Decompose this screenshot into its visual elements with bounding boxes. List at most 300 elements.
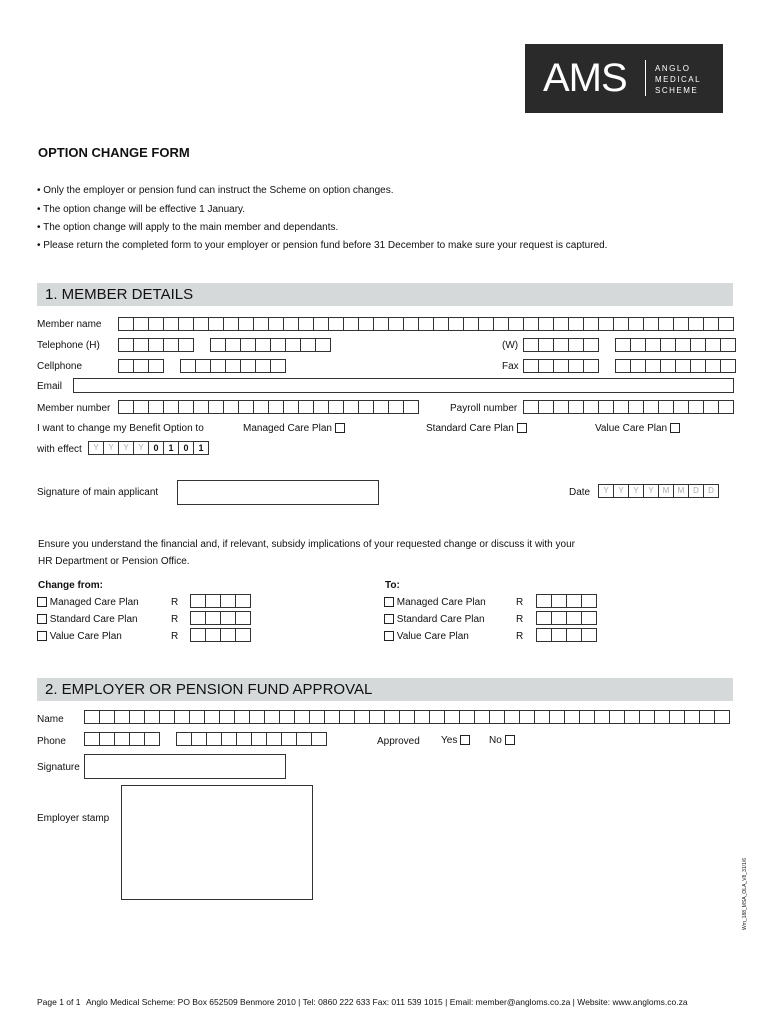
telephone-w-boxes-group — [615, 338, 736, 352]
char-box[interactable] — [566, 611, 581, 625]
char-box[interactable] — [523, 317, 538, 331]
telephone-w-label: (W) — [502, 340, 519, 351]
char-box[interactable] — [174, 710, 189, 724]
char-box[interactable] — [190, 611, 205, 625]
char-box[interactable] — [114, 732, 129, 746]
member-name-boxes-group — [118, 317, 734, 331]
fax-boxes[interactable] — [523, 359, 744, 373]
employer-stamp-label: Employer stamp — [37, 813, 110, 824]
section-title: 2. EMPLOYER OR PENSION FUND APPROVAL — [45, 681, 373, 698]
char-box[interactable] — [225, 338, 240, 352]
change-from-heading: Change from: — [38, 580, 103, 591]
telephone-w-boxes-group — [523, 338, 599, 352]
char-box[interactable] — [551, 594, 566, 608]
char-box[interactable] — [519, 710, 534, 724]
char-box[interactable] — [538, 338, 553, 352]
employer-phone-boxes-group — [84, 732, 160, 746]
char-box[interactable] — [343, 317, 358, 331]
char-box[interactable] — [581, 611, 596, 625]
char-box[interactable] — [118, 400, 133, 414]
to-plan-option[interactable] — [384, 597, 486, 608]
char-box[interactable] — [673, 317, 688, 331]
char-box[interactable] — [581, 628, 596, 642]
char-box[interactable] — [343, 400, 358, 414]
char-box[interactable] — [566, 628, 581, 642]
char-box[interactable] — [235, 594, 250, 608]
char-box[interactable] — [598, 400, 613, 414]
char-box[interactable] — [270, 338, 285, 352]
char-box[interactable] — [675, 338, 690, 352]
char-box[interactable] — [403, 317, 418, 331]
char-box[interactable] — [255, 359, 270, 373]
char-box[interactable] — [324, 710, 339, 724]
char-box[interactable] — [298, 317, 313, 331]
char-box[interactable] — [84, 732, 99, 746]
amount-boxes-group — [190, 594, 251, 608]
approved-yes[interactable] — [441, 735, 470, 746]
email-field[interactable] — [73, 378, 734, 393]
char-box[interactable] — [221, 732, 236, 746]
char-box[interactable] — [180, 359, 195, 373]
char-box[interactable] — [178, 400, 193, 414]
employer-name-boxes[interactable] — [84, 710, 738, 724]
char-box[interactable] — [210, 359, 225, 373]
char-box[interactable] — [669, 710, 684, 724]
char-box[interactable] — [163, 400, 178, 414]
char-box[interactable] — [328, 400, 343, 414]
approved-no[interactable] — [489, 735, 515, 746]
char-box[interactable] — [133, 317, 148, 331]
date-char-box[interactable]: Y — [613, 484, 628, 498]
char-box[interactable] — [699, 710, 714, 724]
char-box[interactable] — [313, 400, 328, 414]
char-box[interactable] — [148, 359, 163, 373]
char-box[interactable] — [639, 710, 654, 724]
standard-care-option[interactable] — [426, 423, 527, 434]
form-title: OPTION CHANGE FORM — [38, 145, 190, 160]
char-box[interactable] — [236, 732, 251, 746]
member-name-boxes[interactable] — [118, 317, 742, 331]
char-box[interactable] — [191, 732, 206, 746]
char-box[interactable] — [354, 710, 369, 724]
char-box[interactable] — [643, 317, 658, 331]
amount-boxes-group — [536, 611, 597, 625]
date-char-box[interactable]: Y — [628, 484, 643, 498]
char-box[interactable] — [583, 317, 598, 331]
char-box[interactable] — [523, 338, 538, 352]
from-plan-option[interactable] — [37, 631, 122, 642]
char-box[interactable] — [114, 710, 129, 724]
telephone-w-boxes[interactable] — [523, 338, 744, 352]
char-box[interactable] — [673, 400, 688, 414]
char-box[interactable] — [705, 338, 720, 352]
employer-signature-field[interactable] — [84, 754, 286, 779]
char-box[interactable] — [489, 710, 504, 724]
char-box[interactable] — [358, 317, 373, 331]
char-box[interactable] — [238, 400, 253, 414]
char-box[interactable] — [220, 628, 235, 642]
char-box[interactable] — [178, 317, 193, 331]
char-box[interactable] — [418, 317, 433, 331]
employer-phone-boxes-group — [176, 732, 327, 746]
char-box[interactable] — [690, 359, 705, 373]
char-box[interactable] — [240, 338, 255, 352]
from-plan-option[interactable] — [37, 597, 139, 608]
date-char-box[interactable]: D — [703, 484, 718, 498]
char-box[interactable] — [536, 611, 551, 625]
date-char-box[interactable]: D — [688, 484, 703, 498]
char-box[interactable] — [210, 338, 225, 352]
char-box[interactable] — [703, 317, 718, 331]
date-char-box[interactable]: M — [658, 484, 673, 498]
plan-label: Managed Care Plan — [394, 597, 486, 608]
char-box[interactable] — [508, 317, 523, 331]
char-box[interactable] — [358, 400, 373, 414]
standard-care-checkbox[interactable] — [517, 423, 527, 433]
char-box[interactable] — [538, 359, 553, 373]
char-box[interactable] — [658, 400, 673, 414]
char-box[interactable] — [148, 400, 163, 414]
char-box[interactable] — [315, 338, 330, 352]
currency-label: R — [171, 631, 179, 642]
char-box[interactable] — [628, 400, 643, 414]
payroll-number-boxes[interactable] — [523, 400, 742, 414]
char-box[interactable] — [285, 338, 300, 352]
char-box[interactable] — [133, 338, 148, 352]
char-box[interactable] — [253, 317, 268, 331]
char-box[interactable] — [660, 338, 675, 352]
standard-care-label: Standard Care Plan — [426, 423, 514, 434]
char-box[interactable] — [133, 400, 148, 414]
telephone-h-boxes-group — [118, 338, 194, 352]
char-box[interactable] — [339, 710, 354, 724]
char-box[interactable] — [583, 359, 598, 373]
char-box[interactable] — [251, 732, 266, 746]
char-box[interactable] — [205, 611, 220, 625]
char-box[interactable] — [118, 338, 133, 352]
char-box[interactable] — [205, 628, 220, 642]
to-plan-option[interactable] — [384, 631, 469, 642]
char-box[interactable] — [176, 732, 191, 746]
char-box[interactable] — [688, 400, 703, 414]
plan-checkbox[interactable] — [384, 631, 394, 641]
char-box[interactable] — [190, 628, 205, 642]
char-box[interactable] — [279, 710, 294, 724]
char-box[interactable] — [219, 710, 234, 724]
from-plan-option[interactable] — [37, 614, 138, 625]
char-box[interactable] — [384, 710, 399, 724]
plan-checkbox[interactable] — [384, 597, 394, 607]
char-box[interactable] — [159, 710, 174, 724]
char-box[interactable] — [645, 338, 660, 352]
telephone-h-boxes[interactable] — [118, 338, 339, 352]
char-box[interactable] — [553, 400, 568, 414]
char-box[interactable] — [628, 317, 643, 331]
char-box[interactable] — [266, 732, 281, 746]
char-box[interactable] — [478, 317, 493, 331]
char-box[interactable] — [474, 710, 489, 724]
char-box[interactable] — [690, 338, 705, 352]
char-box[interactable] — [615, 359, 630, 373]
value-care-checkbox[interactable] — [670, 423, 680, 433]
char-box[interactable] — [240, 359, 255, 373]
date-char-box[interactable]: M — [673, 484, 688, 498]
date-char-box[interactable]: Y — [88, 441, 103, 455]
char-box[interactable] — [568, 338, 583, 352]
char-box[interactable] — [255, 338, 270, 352]
char-box[interactable] — [399, 710, 414, 724]
char-box[interactable] — [99, 732, 114, 746]
member-number-boxes[interactable] — [118, 400, 427, 414]
char-box[interactable] — [658, 317, 673, 331]
char-box[interactable] — [205, 594, 220, 608]
char-box[interactable] — [309, 710, 324, 724]
char-box[interactable] — [594, 710, 609, 724]
char-box[interactable] — [369, 710, 384, 724]
char-box[interactable] — [189, 710, 204, 724]
no-checkbox[interactable] — [505, 735, 515, 745]
char-box[interactable] — [328, 317, 343, 331]
employer-phone-boxes[interactable] — [84, 732, 335, 746]
char-box[interactable] — [645, 359, 660, 373]
char-box[interactable] — [583, 338, 598, 352]
char-box[interactable] — [193, 317, 208, 331]
char-box[interactable] — [208, 317, 223, 331]
fax-boxes-group — [615, 359, 736, 373]
char-box[interactable] — [714, 710, 729, 724]
char-box[interactable] — [296, 732, 311, 746]
char-box[interactable] — [193, 400, 208, 414]
char-box[interactable] — [129, 710, 144, 724]
currency-label: R — [516, 631, 524, 642]
char-box[interactable] — [178, 338, 193, 352]
signature-main-field[interactable] — [177, 480, 379, 505]
logo-abbr: AMS — [543, 56, 627, 100]
bullet-item: • Please return the completed form to your employer or pension fund before 31 December to make sure your request is captured. — [37, 240, 608, 251]
date-digit-box[interactable]: 1 — [193, 441, 208, 455]
char-box[interactable] — [429, 710, 444, 724]
char-box[interactable] — [538, 317, 553, 331]
char-box[interactable] — [238, 317, 253, 331]
char-box[interactable] — [118, 317, 133, 331]
date-field[interactable] — [598, 484, 727, 498]
char-box[interactable] — [643, 400, 658, 414]
amount-boxes[interactable] — [190, 611, 259, 625]
char-box[interactable] — [538, 400, 553, 414]
char-box[interactable] — [613, 317, 628, 331]
char-box[interactable] — [144, 732, 159, 746]
char-box[interactable] — [448, 317, 463, 331]
char-box[interactable] — [129, 732, 144, 746]
char-box[interactable] — [564, 710, 579, 724]
char-box[interactable] — [705, 359, 720, 373]
char-box[interactable] — [249, 710, 264, 724]
amount-boxes[interactable] — [536, 594, 605, 608]
char-box[interactable] — [283, 400, 298, 414]
char-box[interactable] — [613, 400, 628, 414]
char-box[interactable] — [553, 359, 568, 373]
char-box[interactable] — [208, 400, 223, 414]
amount-boxes[interactable] — [536, 628, 605, 642]
char-box[interactable] — [551, 628, 566, 642]
char-box[interactable] — [568, 359, 583, 373]
date-char-box[interactable]: Y — [103, 441, 118, 455]
plan-checkbox[interactable] — [384, 614, 394, 624]
char-box[interactable] — [313, 317, 328, 331]
char-box[interactable] — [615, 338, 630, 352]
char-box[interactable] — [414, 710, 429, 724]
char-box[interactable] — [206, 732, 221, 746]
date-digit-box[interactable]: 0 — [178, 441, 193, 455]
char-box[interactable] — [523, 359, 538, 373]
char-box[interactable] — [624, 710, 639, 724]
to-plan-option[interactable] — [384, 614, 485, 625]
section-member-details — [37, 283, 733, 306]
char-box[interactable] — [235, 611, 250, 625]
amount-boxes-group — [190, 611, 251, 625]
char-box[interactable] — [118, 359, 133, 373]
effect-date-field[interactable] — [88, 441, 217, 455]
char-box[interactable] — [504, 710, 519, 724]
char-box[interactable] — [688, 317, 703, 331]
date-digit-box[interactable]: 0 — [148, 441, 163, 455]
managed-care-option[interactable] — [243, 423, 345, 434]
char-box[interactable] — [294, 710, 309, 724]
char-box[interactable] — [553, 317, 568, 331]
char-box[interactable] — [568, 317, 583, 331]
char-box[interactable] — [388, 317, 403, 331]
with-effect-label: with effect — [37, 444, 82, 455]
char-box[interactable] — [148, 338, 163, 352]
date-digit-box[interactable]: 1 — [163, 441, 178, 455]
char-box[interactable] — [220, 611, 235, 625]
date-label: Date — [569, 487, 591, 498]
char-box[interactable] — [84, 710, 99, 724]
char-box[interactable] — [235, 628, 250, 642]
char-box[interactable] — [703, 400, 718, 414]
char-box[interactable] — [568, 400, 583, 414]
date-char-box[interactable]: Y — [598, 484, 613, 498]
char-box[interactable] — [660, 359, 675, 373]
managed-care-checkbox[interactable] — [335, 423, 345, 433]
char-box[interactable] — [388, 400, 403, 414]
char-box[interactable] — [204, 710, 219, 724]
char-box[interactable] — [534, 710, 549, 724]
plan-checkbox[interactable] — [37, 614, 47, 624]
char-box[interactable] — [403, 400, 418, 414]
char-box[interactable] — [583, 400, 598, 414]
char-box[interactable] — [609, 710, 624, 724]
char-box[interactable] — [298, 400, 313, 414]
char-box[interactable] — [373, 400, 388, 414]
char-box[interactable] — [253, 400, 268, 414]
yes-checkbox[interactable] — [460, 735, 470, 745]
amount-boxes-group — [190, 628, 251, 642]
char-box[interactable] — [225, 359, 240, 373]
char-box[interactable] — [163, 338, 178, 352]
char-box[interactable] — [718, 400, 733, 414]
telephone-h-boxes-group — [210, 338, 331, 352]
char-box[interactable] — [549, 710, 564, 724]
value-care-option[interactable] — [595, 423, 680, 434]
char-box[interactable] — [579, 710, 594, 724]
char-box[interactable] — [144, 710, 159, 724]
char-box[interactable] — [311, 732, 326, 746]
char-box[interactable] — [373, 317, 388, 331]
char-box[interactable] — [598, 317, 613, 331]
char-box[interactable] — [553, 338, 568, 352]
char-box[interactable] — [551, 611, 566, 625]
char-box[interactable] — [536, 594, 551, 608]
char-box[interactable] — [264, 710, 279, 724]
char-box[interactable] — [270, 359, 285, 373]
char-box[interactable] — [630, 359, 645, 373]
char-box[interactable] — [720, 359, 735, 373]
plan-checkbox[interactable] — [37, 631, 47, 641]
char-box[interactable] — [190, 594, 205, 608]
date-char-box[interactable]: Y — [643, 484, 658, 498]
char-box[interactable] — [223, 317, 238, 331]
char-box[interactable] — [493, 317, 508, 331]
plan-checkbox[interactable] — [37, 597, 47, 607]
char-box[interactable] — [195, 359, 210, 373]
char-box[interactable] — [444, 710, 459, 724]
date-char-box[interactable]: Y — [133, 441, 148, 455]
employer-stamp-field[interactable] — [121, 785, 313, 900]
amount-boxes[interactable] — [536, 611, 605, 625]
char-box[interactable] — [684, 710, 699, 724]
date-char-box[interactable]: Y — [118, 441, 133, 455]
char-box[interactable] — [581, 594, 596, 608]
char-box[interactable] — [163, 317, 178, 331]
cellphone-boxes-group — [180, 359, 286, 373]
char-box[interactable] — [300, 338, 315, 352]
char-box[interactable] — [281, 732, 296, 746]
fax-boxes-group — [523, 359, 599, 373]
section-employer-approval — [37, 678, 733, 701]
char-box[interactable] — [99, 710, 114, 724]
char-box[interactable] — [675, 359, 690, 373]
char-box[interactable] — [268, 400, 283, 414]
char-box[interactable] — [223, 400, 238, 414]
cellphone-boxes[interactable] — [118, 359, 294, 373]
char-box[interactable] — [459, 710, 474, 724]
char-box[interactable] — [654, 710, 669, 724]
char-box[interactable] — [720, 338, 735, 352]
char-box[interactable] — [220, 594, 235, 608]
char-box[interactable] — [630, 338, 645, 352]
char-box[interactable] — [148, 317, 163, 331]
char-box[interactable] — [536, 628, 551, 642]
bullet-item: • The option change will apply to the main member and dependants. — [37, 222, 339, 233]
char-box[interactable] — [268, 317, 283, 331]
cellphone-boxes-group — [118, 359, 164, 373]
amount-boxes[interactable] — [190, 594, 259, 608]
amount-boxes[interactable] — [190, 628, 259, 642]
char-box[interactable] — [463, 317, 478, 331]
char-box[interactable] — [433, 317, 448, 331]
char-box[interactable] — [523, 400, 538, 414]
char-box[interactable] — [283, 317, 298, 331]
char-box[interactable] — [133, 359, 148, 373]
char-box[interactable] — [566, 594, 581, 608]
logo-separator — [645, 60, 646, 96]
char-box[interactable] — [234, 710, 249, 724]
value-care-label: Value Care Plan — [595, 423, 668, 434]
ensure-text-1: Ensure you understand the financial and, if relevant, subsidy implications of your requested change or discuss it with your — [38, 539, 575, 550]
date-group — [598, 484, 719, 498]
char-box[interactable] — [718, 317, 733, 331]
